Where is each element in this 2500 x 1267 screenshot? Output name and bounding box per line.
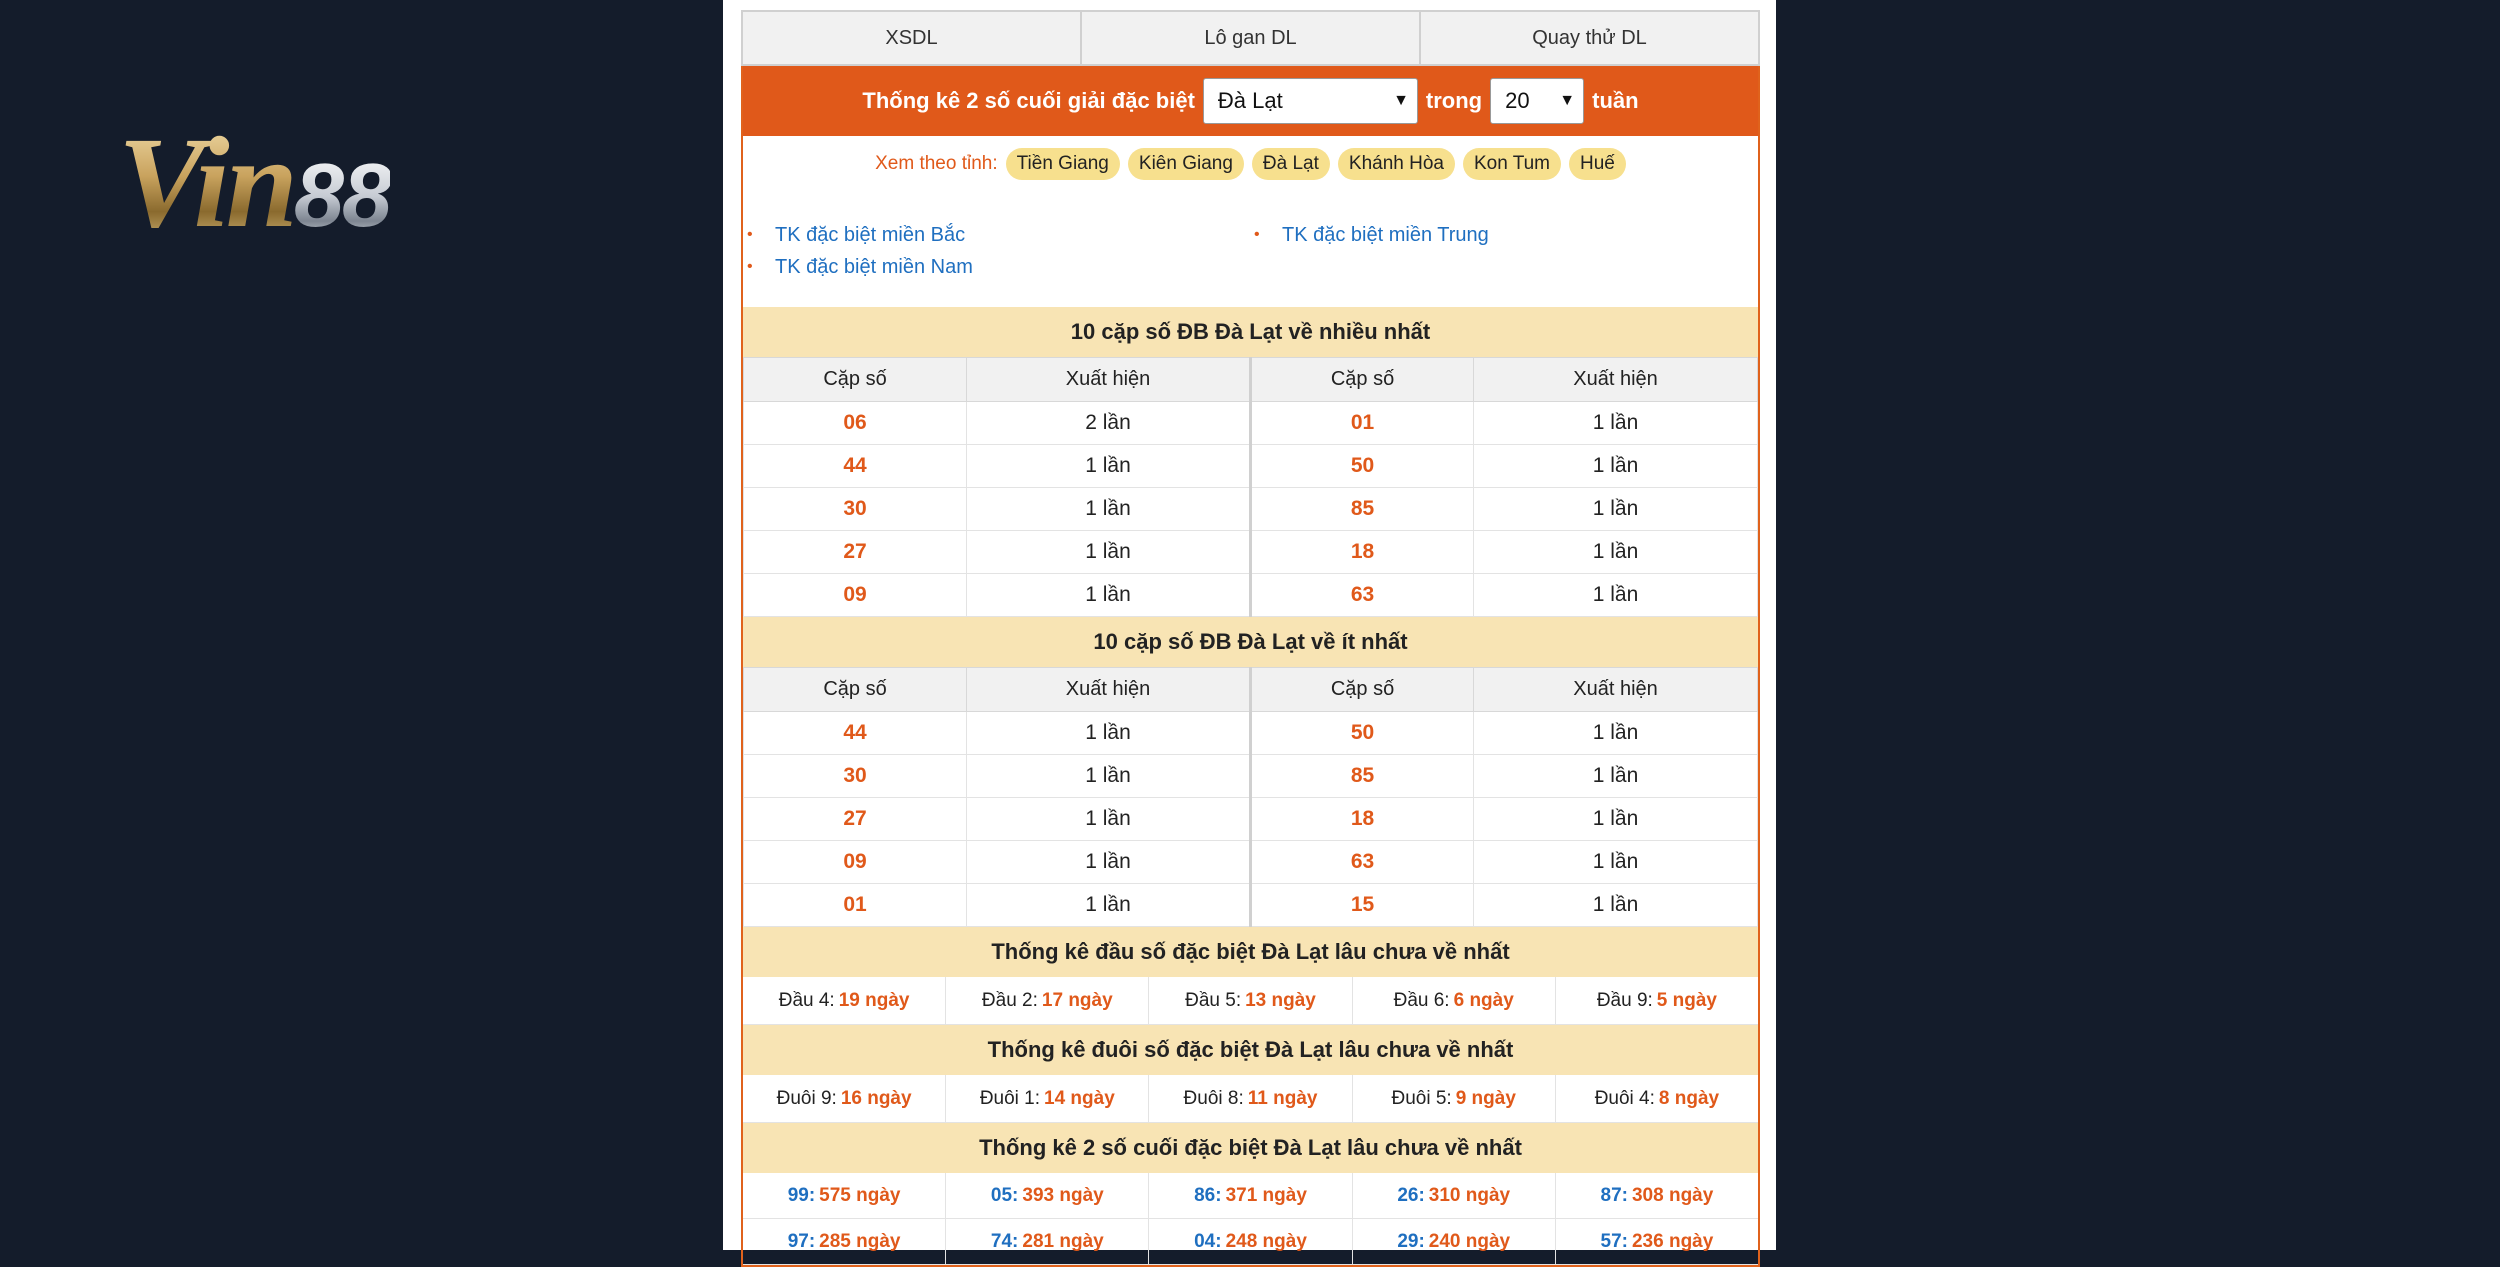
weeks-select[interactable] <box>1490 78 1584 124</box>
occurrence-count: 2 lần <box>967 402 1251 445</box>
occurrence-count: 1 lần <box>1474 755 1758 798</box>
stat-cell <box>1353 977 1556 1025</box>
occurrence-count: 1 lần <box>1474 712 1758 755</box>
stat-cell: 57 : 236 ngày <box>1556 1219 1758 1265</box>
chip-kien-giang[interactable]: Kiên Giang <box>1128 148 1244 180</box>
pair-number: 01 <box>1250 402 1473 445</box>
stat-key: Đuôi 1: <box>979 1087 1041 1109</box>
link-mien-trung[interactable]: • TK đặc biệt miền Trung <box>1254 224 1489 247</box>
chevron-down-icon: ▼ <box>1559 92 1576 109</box>
weeks-select-value: 20 <box>1505 88 1530 113</box>
stat-cell <box>946 977 1149 1025</box>
pair-number: 85 <box>1250 755 1473 798</box>
pair-number: 85 <box>1250 488 1473 531</box>
tail-title: Thống kê đuôi số đặc biệt Đà Lạt lâu chưa về nhất <box>743 1025 1758 1075</box>
stat-cell <box>1556 1075 1758 1123</box>
stat-cell <box>1149 977 1352 1025</box>
stat-key: 57 <box>1600 1230 1622 1252</box>
tab-lo-gan[interactable]: Lô gan DL <box>1082 12 1421 64</box>
stat-key: Đuôi 5: <box>1391 1087 1452 1109</box>
table-row <box>744 445 1758 488</box>
tab-xsdl[interactable]: XSDL <box>743 12 1082 64</box>
occurrence-count: 1 lần <box>967 488 1251 531</box>
table-row <box>744 488 1758 531</box>
col-header: Cặp số <box>1250 358 1473 402</box>
chevron-down-icon: ▼ <box>1393 92 1409 109</box>
col-header: Xuất hiện <box>967 358 1251 402</box>
pair-number: 18 <box>1250 798 1473 841</box>
stat-key: 26 <box>1397 1184 1419 1206</box>
stat-value: 14 ngày <box>1044 1087 1115 1109</box>
stat-key: Đầu 6: <box>1393 989 1450 1011</box>
pair-number: 06 <box>744 402 967 445</box>
stat-key: Đuôi 4: <box>1594 1087 1655 1109</box>
stat-cell: 97 : 285 ngày <box>743 1219 946 1265</box>
stat-cell: 99 : 575 ngày <box>743 1173 946 1219</box>
col-header: Xuất hiện <box>967 668 1251 712</box>
occurrence-count: 1 lần <box>967 841 1251 884</box>
stat-key: 74 <box>990 1230 1013 1252</box>
filter-middle: trong <box>1425 88 1483 113</box>
tab-quay-thu[interactable]: Quay thử DL <box>1532 26 1647 49</box>
stat-value: 19 ngày <box>838 989 910 1011</box>
stat-value: 240 ngày <box>1428 1230 1511 1252</box>
stat-value: 16 ngày <box>840 1087 912 1109</box>
stat-value: 575 ngày <box>819 1184 901 1206</box>
filter-suffix: tuần <box>1592 88 1639 113</box>
stat-value: 6 ngày <box>1453 989 1514 1011</box>
stat-key: 86 <box>1194 1184 1216 1206</box>
tail-stats <box>743 1075 1758 1123</box>
pair-number: 09 <box>744 841 967 884</box>
least-table <box>743 667 1758 927</box>
content-panel <box>723 0 1776 1250</box>
stat-cell <box>1149 1075 1352 1123</box>
link-mien-nam[interactable]: • TK đặc biệt miền Nam <box>747 256 973 279</box>
occurrence-count: 1 lần <box>967 755 1251 798</box>
occurrence-count: 1 lần <box>967 574 1251 617</box>
col-header: Cặp số <box>744 358 967 402</box>
stat-cell: 26 : 310 ngày <box>1353 1173 1556 1219</box>
stat-key: Đầu 9: <box>1596 989 1653 1011</box>
col-header: Cặp số <box>1250 668 1473 712</box>
region-links <box>743 192 1758 307</box>
occurrence-count: 1 lần <box>967 531 1251 574</box>
stat-value: 8 ngày <box>1658 1087 1720 1109</box>
stat-key: Đuôi 8: <box>1183 1087 1244 1109</box>
province-chips <box>743 136 1758 192</box>
pairs-row <box>743 1219 1758 1265</box>
pair-number: 50 <box>1250 712 1473 755</box>
stat-value: 310 ngày <box>1428 1184 1511 1206</box>
stat-cell <box>946 1075 1149 1123</box>
least-title: 10 cặp số ĐB Đà Lạt về ít nhất <box>743 617 1758 667</box>
most-table <box>743 357 1758 617</box>
table-row <box>744 574 1758 617</box>
province-select[interactable] <box>1203 78 1418 124</box>
pairs-title: Thống kê 2 số cuối đặc biệt Đà Lạt lâu chưa về nhất <box>743 1123 1758 1173</box>
stat-value: 393 ngày <box>1022 1184 1104 1206</box>
pair-number: 30 <box>744 755 967 798</box>
stat-value: 248 ngày <box>1225 1230 1307 1252</box>
stat-value: 285 ngày <box>819 1230 901 1252</box>
chip-tien-giang[interactable]: Tiền Giang <box>1006 148 1120 180</box>
logo-number: 88 <box>293 146 391 246</box>
province-select-value: Đà Lạt <box>1217 88 1283 113</box>
occurrence-count: 1 lần <box>1474 798 1758 841</box>
pair-number: 27 <box>744 798 967 841</box>
stat-cell: 29 : 240 ngày <box>1353 1219 1556 1265</box>
stat-value: 17 ngày <box>1041 989 1113 1011</box>
stat-cell: 05 : 393 ngày <box>946 1173 1149 1219</box>
table-row <box>744 841 1758 884</box>
stat-cell <box>743 977 946 1025</box>
stat-key: 87 <box>1600 1184 1622 1206</box>
occurrence-count: 1 lần <box>1474 841 1758 884</box>
province-label: Xem theo tỉnh: <box>875 153 998 174</box>
pair-number: 44 <box>744 712 967 755</box>
pair-number: 15 <box>1250 884 1473 927</box>
stat-value: 236 ngày <box>1631 1230 1714 1252</box>
link-mien-bac[interactable]: • TK đặc biệt miền Bắc <box>747 224 965 247</box>
stat-value: 281 ngày <box>1022 1230 1104 1252</box>
chip-da-lat[interactable]: Đà Lạt <box>1252 148 1330 180</box>
stat-cell <box>1353 1075 1556 1123</box>
table-row <box>744 402 1758 445</box>
stat-value: 308 ngày <box>1631 1184 1714 1206</box>
stat-cell: 86 : 371 ngày <box>1149 1173 1352 1219</box>
stat-key: Đuôi 9: <box>776 1087 837 1109</box>
stat-cell <box>1556 977 1758 1025</box>
stat-value: 9 ngày <box>1455 1087 1516 1109</box>
stat-key: 99 <box>787 1184 809 1206</box>
occurrence-count: 1 lần <box>1474 884 1758 927</box>
col-header: Xuất hiện <box>1474 668 1758 712</box>
tab-bar <box>741 10 1760 66</box>
pair-number: 09 <box>744 574 967 617</box>
logo-text: Vin <box>118 111 294 255</box>
stat-key: Đầu 2: <box>981 989 1038 1011</box>
stat-key: 29 <box>1397 1230 1419 1252</box>
occurrence-count: 1 lần <box>967 712 1251 755</box>
pair-number: 63 <box>1250 841 1473 884</box>
table-row <box>744 531 1758 574</box>
stat-cell: 87 : 308 ngày <box>1556 1173 1758 1219</box>
pair-number: 50 <box>1250 445 1473 488</box>
stat-key: Đầu 4: <box>778 989 835 1011</box>
stats-box <box>741 66 1760 1267</box>
occurrence-count: 1 lần <box>1474 402 1758 445</box>
stat-key: 05 <box>990 1184 1013 1206</box>
pairs-row <box>743 1173 1758 1219</box>
pair-number: 01 <box>744 884 967 927</box>
table-row <box>744 755 1758 798</box>
chip-hue[interactable]: Huế <box>1569 148 1626 180</box>
table-row <box>744 884 1758 927</box>
occurrence-count: 1 lần <box>967 798 1251 841</box>
chip-kon-tum[interactable]: Kon Tum <box>1463 148 1561 180</box>
stat-cell: 04 : 248 ngày <box>1149 1219 1352 1265</box>
table-row <box>744 798 1758 841</box>
head-stats <box>743 977 1758 1025</box>
occurrence-count: 1 lần <box>1474 531 1758 574</box>
stat-key: 04 <box>1194 1230 1216 1252</box>
stat-key: 97 <box>787 1230 809 1252</box>
pair-number: 63 <box>1250 574 1473 617</box>
pair-number: 30 <box>744 488 967 531</box>
most-title: 10 cặp số ĐB Đà Lạt về nhiều nhất <box>743 307 1758 357</box>
chip-khanh-hoa[interactable]: Khánh Hòa <box>1338 148 1455 180</box>
occurrence-count: 1 lần <box>1474 574 1758 617</box>
pair-number: 27 <box>744 531 967 574</box>
pair-number: 44 <box>744 445 967 488</box>
col-header: Cặp số <box>744 668 967 712</box>
occurrence-count: 1 lần <box>967 884 1251 927</box>
stat-key: Đầu 5: <box>1185 989 1242 1011</box>
occurrence-count: 1 lần <box>967 445 1251 488</box>
col-header: Xuất hiện <box>1474 358 1758 402</box>
stat-cell <box>743 1075 946 1123</box>
stat-value: 5 ngày <box>1656 989 1717 1011</box>
stat-value: 13 ngày <box>1245 989 1316 1011</box>
pair-number: 18 <box>1250 531 1473 574</box>
stat-value: 11 ngày <box>1247 1087 1318 1109</box>
stat-value: 371 ngày <box>1225 1184 1307 1206</box>
occurrence-count: 1 lần <box>1474 488 1758 531</box>
filter-prefix: Thống kê 2 số cuối giải đặc biệt <box>862 88 1195 113</box>
vin88-logo <box>118 111 391 255</box>
table-row <box>744 712 1758 755</box>
stat-cell: 74 : 281 ngày <box>946 1219 1149 1265</box>
occurrence-count: 1 lần <box>1474 445 1758 488</box>
head-title: Thống kê đầu số đặc biệt Đà Lạt lâu chưa về nhất <box>743 927 1758 977</box>
filter-bar <box>743 66 1758 136</box>
